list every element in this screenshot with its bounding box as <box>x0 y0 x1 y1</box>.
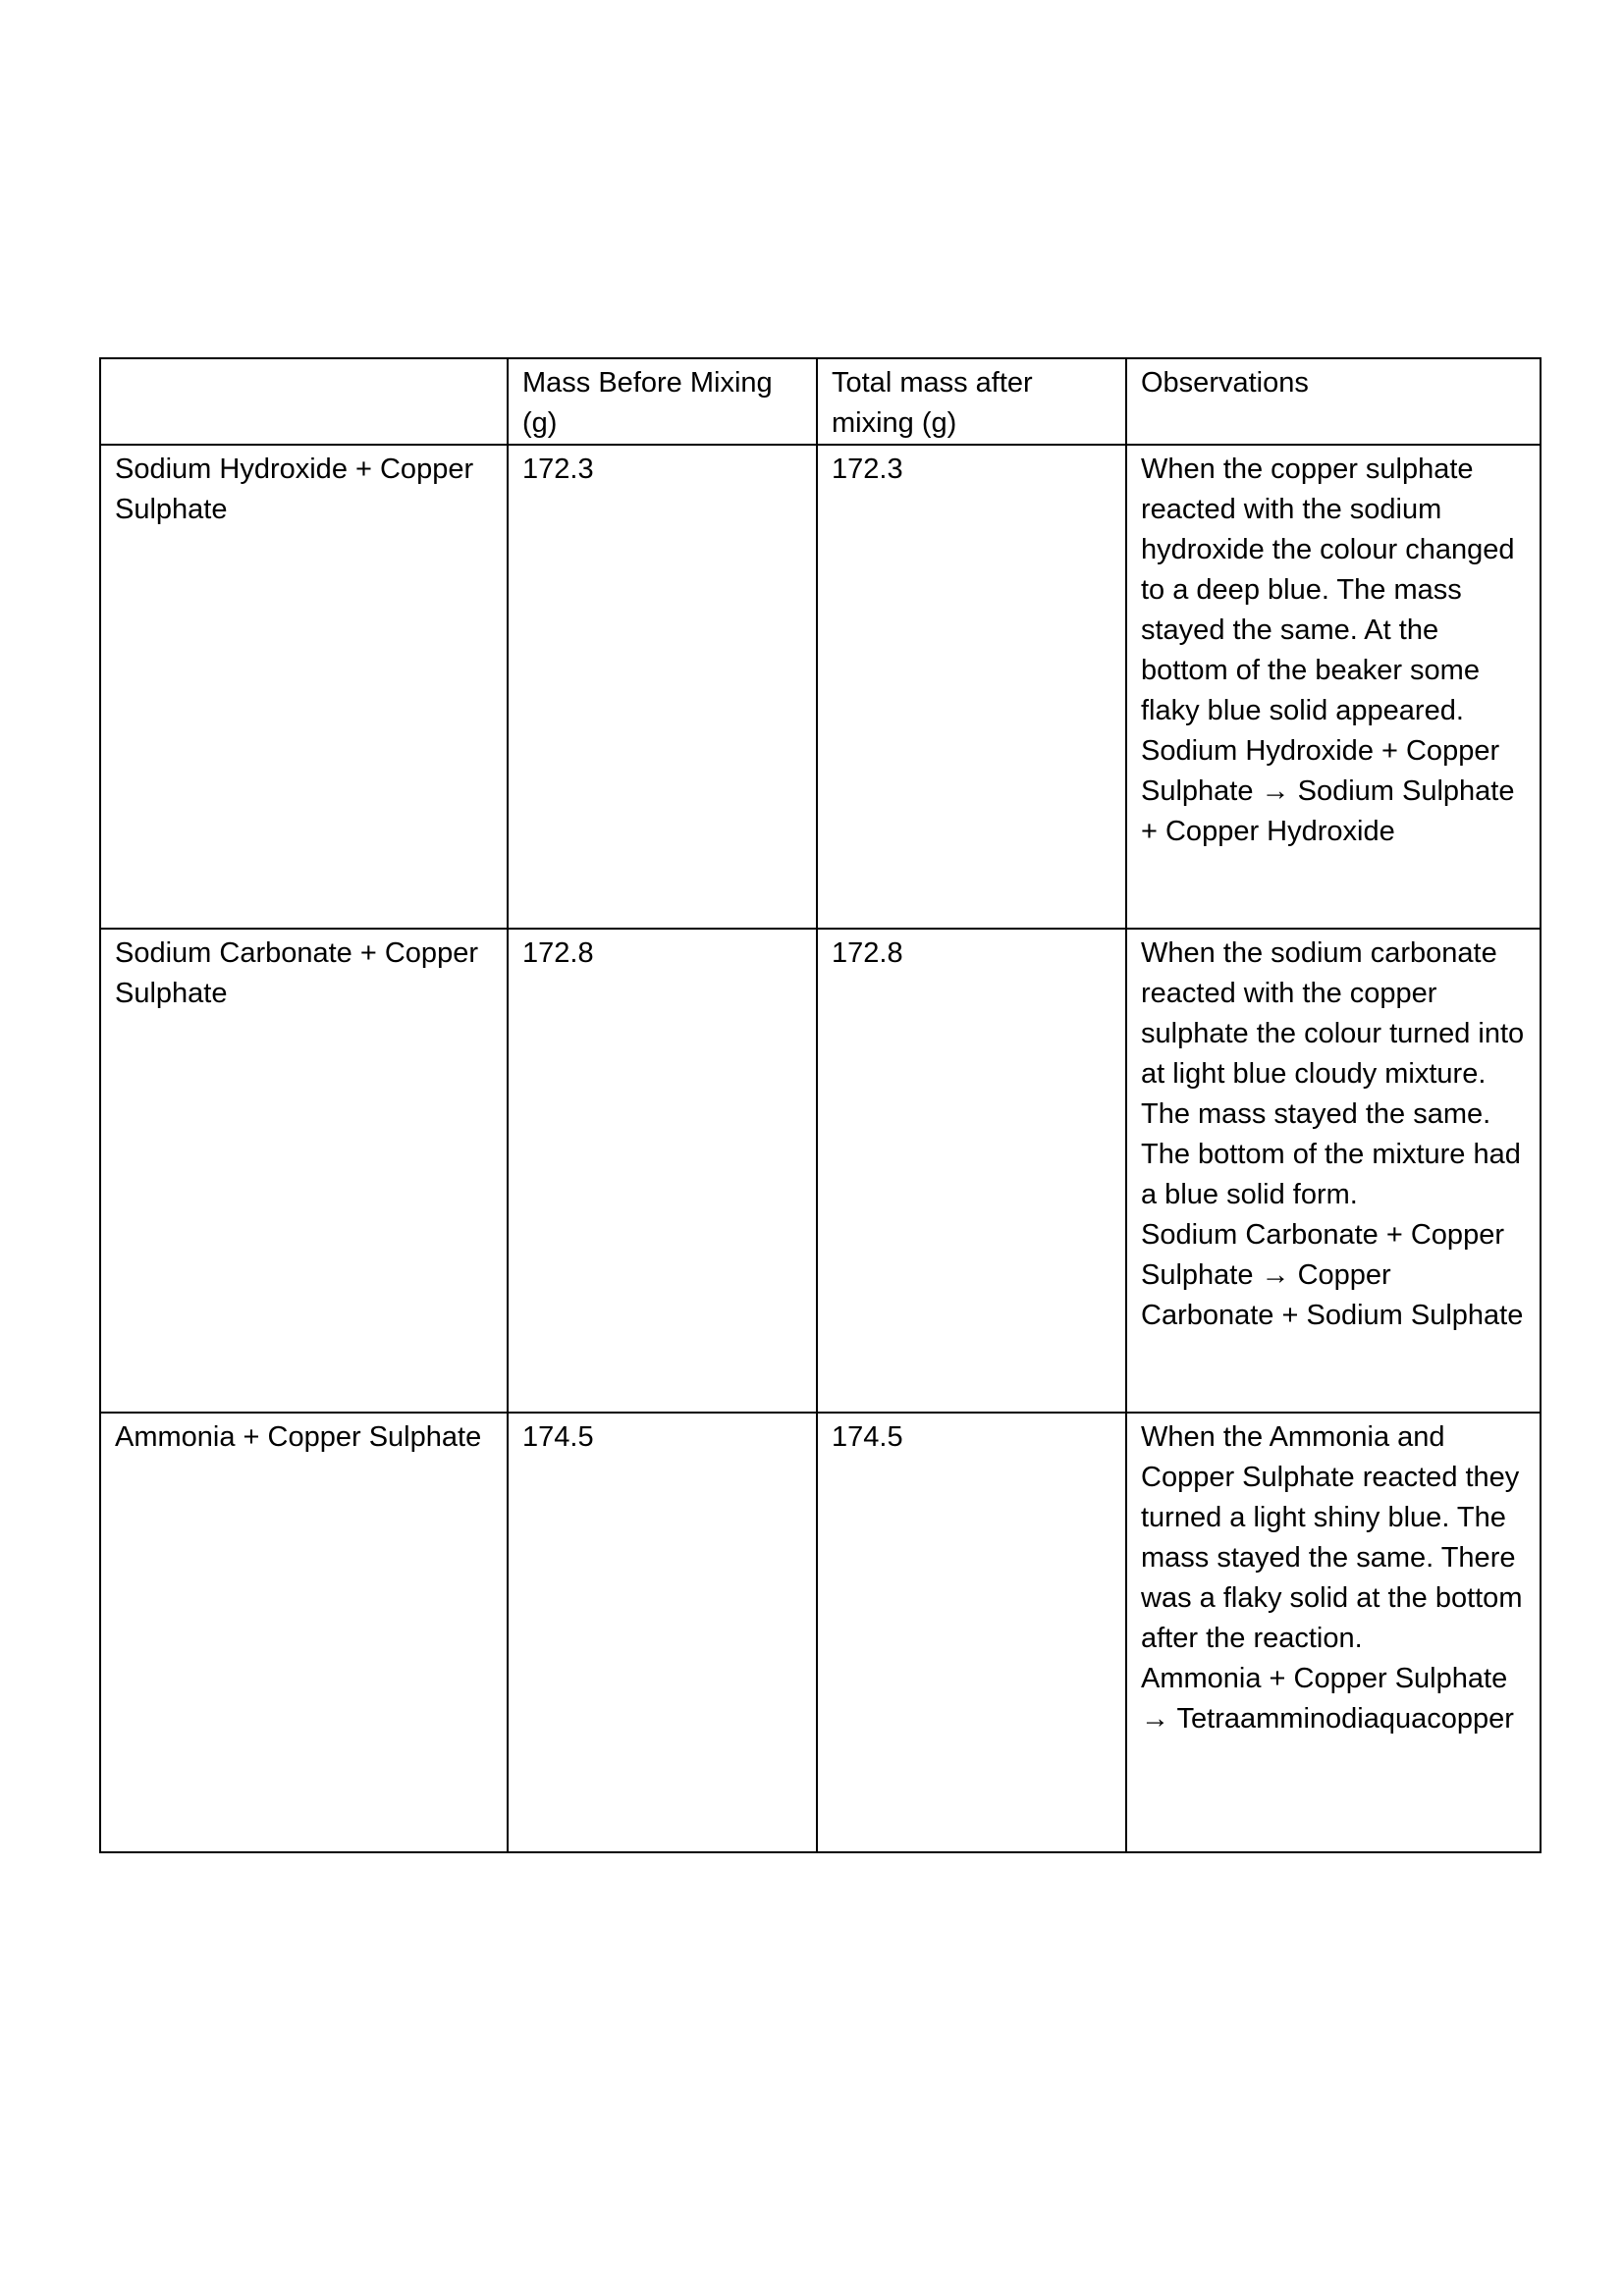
word-equation: Ammonia + Copper Sulphate → Tetraamminodiaquacopper <box>1141 1663 1514 1735</box>
word-equation: Sodium Carbonate + Copper Sulphate → Copper Carbonate + Sodium Sulphate <box>1141 1219 1524 1331</box>
mass-after-cell: 172.8 <box>817 929 1126 1413</box>
header-observations: Observations <box>1126 358 1541 445</box>
table-row <box>100 1413 1541 1852</box>
header-mass-before: Mass Before Mixing (g) <box>508 358 817 445</box>
table-row <box>100 445 1541 929</box>
header-mass-after: Total mass after mixing (g) <box>817 358 1126 445</box>
observations-cell <box>1126 1413 1541 1852</box>
mass-before-cell: 172.8 <box>508 929 817 1413</box>
reactants-cell: Sodium Hydroxide + Copper Sulphate <box>100 445 508 929</box>
observation-text: When the copper sulphate reacted with the sodium hydroxide the colour changed to a deep blue. The mass stayed the same. At the bottom of the beaker some flaky blue solid appeared. <box>1141 454 1515 726</box>
observation-text: When the Ammonia and Copper Sulphate reacted they turned a light shiny blue. The mass stayed the same. There was a flaky solid at the bottom after the reaction. <box>1141 1421 1523 1654</box>
mass-after-cell: 172.3 <box>817 445 1126 929</box>
mass-before-cell: 174.5 <box>508 1413 817 1852</box>
observation-text: When the sodium carbonate reacted with the copper sulphate the colour turned into at light blue cloudy mixture. The mass stayed the same. The bottom of the mixture had a blue solid form. <box>1141 937 1525 1210</box>
mass-before-cell: 172.3 <box>508 445 817 929</box>
header-blank-cell <box>100 358 508 445</box>
table-header-row <box>100 358 1541 445</box>
observations-cell <box>1126 929 1541 1413</box>
reactants-cell: Sodium Carbonate + Copper Sulphate <box>100 929 508 1413</box>
observations-cell <box>1126 445 1541 929</box>
reactants-cell: Ammonia + Copper Sulphate <box>100 1413 508 1852</box>
mass-after-cell: 174.5 <box>817 1413 1126 1852</box>
table-row <box>100 929 1541 1413</box>
word-equation: Sodium Hydroxide + Copper Sulphate → Sodium Sulphate + Copper Hydroxide <box>1141 735 1515 847</box>
results-table <box>99 357 1542 1853</box>
